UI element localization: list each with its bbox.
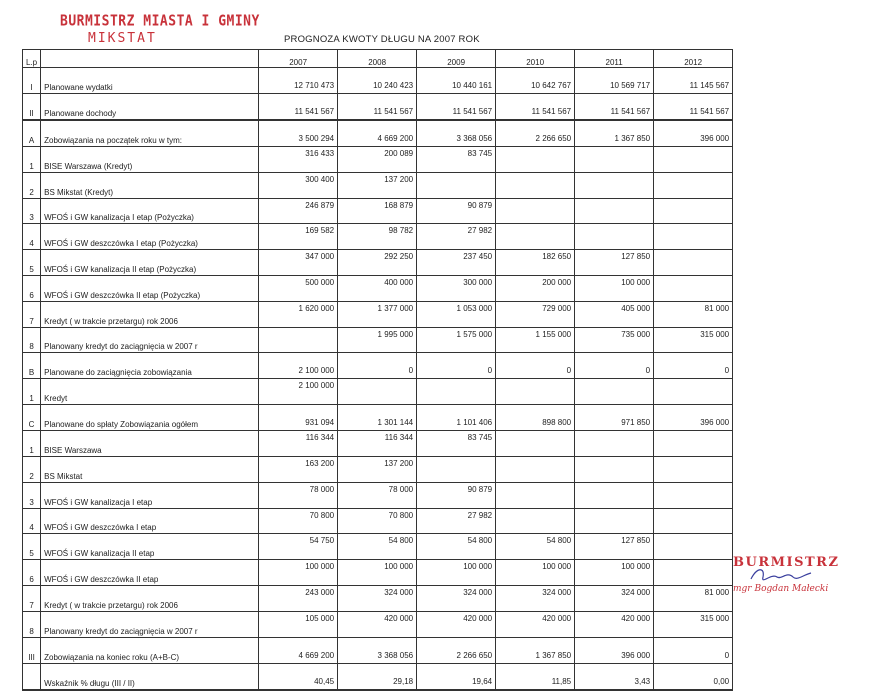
row-lp: 7 [23, 301, 41, 327]
mayor-stamp [60, 14, 260, 46]
row-label: WFOŚ i GW kanalizacja I etap [41, 482, 259, 508]
row-value: 10 642 767 [496, 68, 575, 94]
row-lp: 7 [23, 585, 41, 611]
row-value: 400 000 [338, 275, 417, 301]
row-value: 11 541 567 [259, 94, 338, 121]
row-lp: III [23, 637, 41, 663]
row-lp: A [23, 120, 41, 147]
row-value: 735 000 [575, 327, 654, 353]
signature-name: mgr Bogdan Małecki [733, 584, 829, 594]
row-value: 40,45 [259, 663, 338, 690]
row-label: WFOŚ i GW kanalizacja II etap [41, 534, 259, 560]
row-value: 1 367 850 [496, 637, 575, 663]
row-value: 2 100 000 [259, 379, 338, 405]
row-value: 396 000 [575, 637, 654, 663]
table-row [23, 327, 733, 353]
row-value: 0 [417, 353, 496, 379]
row-value [654, 198, 733, 224]
row-value: 54 750 [259, 534, 338, 560]
row-value: 83 745 [417, 431, 496, 457]
row-value: 200 089 [338, 147, 417, 173]
stamp-line-1: BURMISTRZ MIASTA I GMINY [60, 12, 260, 31]
row-value [575, 172, 654, 198]
row-lp: C [23, 405, 41, 431]
table-row [23, 431, 733, 457]
table-row [23, 405, 733, 431]
header-year: 2007 [259, 50, 338, 68]
row-value: 1 377 000 [338, 301, 417, 327]
row-label: Zobowiązania na koniec roku (A+B-C) [41, 637, 259, 663]
header-year: 2012 [654, 50, 733, 68]
row-label: Planowane wydatki [41, 68, 259, 94]
row-value: 116 344 [338, 431, 417, 457]
row-value [496, 172, 575, 198]
header-year: 2011 [575, 50, 654, 68]
row-lp: 6 [23, 560, 41, 586]
row-value: 0 [654, 637, 733, 663]
row-value: 0 [338, 353, 417, 379]
row-value: 27 982 [417, 224, 496, 250]
row-value [417, 379, 496, 405]
table-row [23, 534, 733, 560]
row-value: 19,64 [417, 663, 496, 690]
row-value [654, 560, 733, 586]
table-header-row [23, 50, 733, 68]
table-row [23, 482, 733, 508]
row-label: Planowany kredyt do zaciągnięcia w 2007 r [41, 611, 259, 637]
row-value: 292 250 [338, 250, 417, 276]
row-value: 127 850 [575, 534, 654, 560]
row-value: 324 000 [417, 585, 496, 611]
row-value [496, 147, 575, 173]
row-value: 200 000 [496, 275, 575, 301]
row-value: 3,43 [575, 663, 654, 690]
table-row [23, 560, 733, 586]
row-value: 405 000 [575, 301, 654, 327]
row-value: 168 879 [338, 198, 417, 224]
row-label: WFOŚ i GW deszczówka I etap (Pożyczka) [41, 224, 259, 250]
row-value [575, 508, 654, 534]
row-value: 4 669 200 [338, 120, 417, 147]
table-row [23, 224, 733, 250]
row-lp: 1 [23, 379, 41, 405]
row-value: 420 000 [575, 611, 654, 637]
row-value: 324 000 [496, 585, 575, 611]
row-lp: 8 [23, 327, 41, 353]
row-value: 0 [575, 353, 654, 379]
row-label: Kredyt ( w trakcie przetargu) rok 2006 [41, 301, 259, 327]
row-value: 0 [654, 353, 733, 379]
table-row [23, 250, 733, 276]
row-value [654, 534, 733, 560]
row-value [496, 198, 575, 224]
row-value: 27 982 [417, 508, 496, 534]
row-value [496, 456, 575, 482]
row-value: 1 155 000 [496, 327, 575, 353]
row-value: 90 879 [417, 482, 496, 508]
row-value: 396 000 [654, 120, 733, 147]
stamp-line-2: MIKSTAT [88, 31, 157, 46]
row-lp: 2 [23, 456, 41, 482]
row-value: 300 400 [259, 172, 338, 198]
row-value: 324 000 [338, 585, 417, 611]
header-lp: L.p [23, 50, 41, 68]
row-value [654, 431, 733, 457]
row-value: 420 000 [417, 611, 496, 637]
row-value: 137 200 [338, 172, 417, 198]
row-value: 70 800 [259, 508, 338, 534]
row-label: Kredyt ( w trakcie przetargu) rok 2006 [41, 585, 259, 611]
table-row [23, 275, 733, 301]
row-value: 1 301 144 [338, 405, 417, 431]
row-value: 1 053 000 [417, 301, 496, 327]
row-value [496, 224, 575, 250]
row-label: Wskaźnik % długu (III / II) [41, 663, 259, 690]
row-value [575, 456, 654, 482]
row-value: 182 650 [496, 250, 575, 276]
row-label: Planowane do spłaty Zobowiązania ogółem [41, 405, 259, 431]
row-value: 12 710 473 [259, 68, 338, 94]
row-value [496, 508, 575, 534]
row-value: 90 879 [417, 198, 496, 224]
header-year: 2010 [496, 50, 575, 68]
row-value: 0,00 [654, 663, 733, 690]
row-value: 10 240 423 [338, 68, 417, 94]
row-value [496, 482, 575, 508]
row-lp: 2 [23, 172, 41, 198]
row-label: Kredyt [41, 379, 259, 405]
row-value: 420 000 [338, 611, 417, 637]
page-title: PROGNOZA KWOTY DŁUGU NA 2007 ROK [284, 34, 480, 45]
row-value [575, 431, 654, 457]
row-value: 315 000 [654, 327, 733, 353]
row-label: BISE Warszawa [41, 431, 259, 457]
row-value: 2 100 000 [259, 353, 338, 379]
row-label: Planowane do zaciągnięcia zobowiązania [41, 353, 259, 379]
table-row [23, 120, 733, 147]
row-value: 11 541 567 [496, 94, 575, 121]
row-label: Planowany kredyt do zaciągnięcia w 2007 r [41, 327, 259, 353]
row-value: 83 745 [417, 147, 496, 173]
row-value: 127 850 [575, 250, 654, 276]
row-value [654, 508, 733, 534]
row-value: 78 000 [338, 482, 417, 508]
row-value: 324 000 [575, 585, 654, 611]
row-value: 243 000 [259, 585, 338, 611]
row-value: 3 368 056 [417, 120, 496, 147]
row-value [654, 275, 733, 301]
row-value: 1 367 850 [575, 120, 654, 147]
row-value: 931 094 [259, 405, 338, 431]
row-value: 300 000 [417, 275, 496, 301]
row-lp: 3 [23, 482, 41, 508]
table-row [23, 301, 733, 327]
row-lp: 4 [23, 224, 41, 250]
row-value [654, 482, 733, 508]
row-value [575, 198, 654, 224]
row-value: 11,85 [496, 663, 575, 690]
row-lp: 1 [23, 431, 41, 457]
row-lp: 5 [23, 250, 41, 276]
signature-stamp [733, 555, 839, 594]
row-lp: 6 [23, 275, 41, 301]
row-value: 10 569 717 [575, 68, 654, 94]
table-row [23, 353, 733, 379]
row-lp: 1 [23, 147, 41, 173]
row-label: WFOŚ i GW kanalizacja I etap (Pożyczka) [41, 198, 259, 224]
handwritten-signature-icon [747, 565, 817, 587]
row-value: 1 620 000 [259, 301, 338, 327]
row-value [654, 172, 733, 198]
row-value: 10 440 161 [417, 68, 496, 94]
row-value: 3 500 294 [259, 120, 338, 147]
row-value [575, 482, 654, 508]
row-value: 347 000 [259, 250, 338, 276]
row-value [496, 431, 575, 457]
row-value: 11 541 567 [417, 94, 496, 121]
row-value: 3 368 056 [338, 637, 417, 663]
row-value: 396 000 [654, 405, 733, 431]
row-value: 1 101 406 [417, 405, 496, 431]
row-lp: 8 [23, 611, 41, 637]
row-label: WFOŚ i GW deszczówka II etap [41, 560, 259, 586]
row-value: 81 000 [654, 301, 733, 327]
row-value: 971 850 [575, 405, 654, 431]
row-value: 100 000 [338, 560, 417, 586]
row-value [575, 147, 654, 173]
row-value: 81 000 [654, 585, 733, 611]
row-lp: B [23, 353, 41, 379]
row-value: 137 200 [338, 456, 417, 482]
row-value: 1 995 000 [338, 327, 417, 353]
row-value: 100 000 [417, 560, 496, 586]
row-value [654, 147, 733, 173]
row-lp: II [23, 94, 41, 121]
row-value [496, 379, 575, 405]
row-value [654, 456, 733, 482]
row-value: 11 541 567 [654, 94, 733, 121]
row-lp: 3 [23, 198, 41, 224]
row-value: 0 [496, 353, 575, 379]
header-year: 2008 [338, 50, 417, 68]
row-value: 2 266 650 [417, 637, 496, 663]
header-name [41, 50, 259, 68]
row-value: 500 000 [259, 275, 338, 301]
row-lp: I [23, 68, 41, 94]
table-row [23, 172, 733, 198]
row-value: 163 200 [259, 456, 338, 482]
row-value [259, 327, 338, 353]
row-label: Zobowiązania na początek roku w tym: [41, 120, 259, 147]
row-value: 315 000 [654, 611, 733, 637]
row-value: 100 000 [259, 560, 338, 586]
table-row [23, 198, 733, 224]
row-value: 246 879 [259, 198, 338, 224]
row-lp [23, 663, 41, 690]
row-value: 100 000 [575, 560, 654, 586]
row-label: BISE Warszawa (Kredyt) [41, 147, 259, 173]
row-value [654, 379, 733, 405]
row-lp: 5 [23, 534, 41, 560]
row-label: Planowane dochody [41, 94, 259, 121]
row-value: 420 000 [496, 611, 575, 637]
table-row [23, 508, 733, 534]
table-row [23, 68, 733, 94]
row-value: 2 266 650 [496, 120, 575, 147]
row-value: 29,18 [338, 663, 417, 690]
row-value: 98 782 [338, 224, 417, 250]
table-row [23, 611, 733, 637]
row-value: 11 145 567 [654, 68, 733, 94]
row-value [417, 456, 496, 482]
row-value: 70 800 [338, 508, 417, 534]
row-value: 100 000 [575, 275, 654, 301]
debt-forecast-table [22, 49, 733, 691]
row-value: 4 669 200 [259, 637, 338, 663]
table-row [23, 94, 733, 121]
table-row [23, 585, 733, 611]
table-row [23, 379, 733, 405]
row-label: WFOŚ i GW deszczówka II etap (Pożyczka) [41, 275, 259, 301]
table-row [23, 456, 733, 482]
row-value: 11 541 567 [575, 94, 654, 121]
header-year: 2009 [417, 50, 496, 68]
table-row [23, 147, 733, 173]
row-value [575, 379, 654, 405]
row-label: WFOŚ i GW kanalizacja II etap (Pożyczka) [41, 250, 259, 276]
row-value: 11 541 567 [338, 94, 417, 121]
row-value [575, 224, 654, 250]
row-value: 54 800 [338, 534, 417, 560]
row-value: 54 800 [417, 534, 496, 560]
table-row [23, 637, 733, 663]
row-label: BS Mikstat [41, 456, 259, 482]
table-row [23, 663, 733, 690]
row-value: 100 000 [496, 560, 575, 586]
row-value [417, 172, 496, 198]
row-value: 316 433 [259, 147, 338, 173]
row-label: WFOŚ i GW deszczówka I etap [41, 508, 259, 534]
row-value [654, 224, 733, 250]
row-value: 116 344 [259, 431, 338, 457]
signature-title: BURMISTRZ [733, 555, 840, 570]
row-value: 105 000 [259, 611, 338, 637]
row-value: 78 000 [259, 482, 338, 508]
row-value [338, 379, 417, 405]
row-value: 898 800 [496, 405, 575, 431]
row-value: 237 450 [417, 250, 496, 276]
row-value: 169 582 [259, 224, 338, 250]
row-lp: 4 [23, 508, 41, 534]
row-value: 729 000 [496, 301, 575, 327]
row-value: 1 575 000 [417, 327, 496, 353]
row-value [654, 250, 733, 276]
row-value: 54 800 [496, 534, 575, 560]
row-label: BS Mikstat (Kredyt) [41, 172, 259, 198]
